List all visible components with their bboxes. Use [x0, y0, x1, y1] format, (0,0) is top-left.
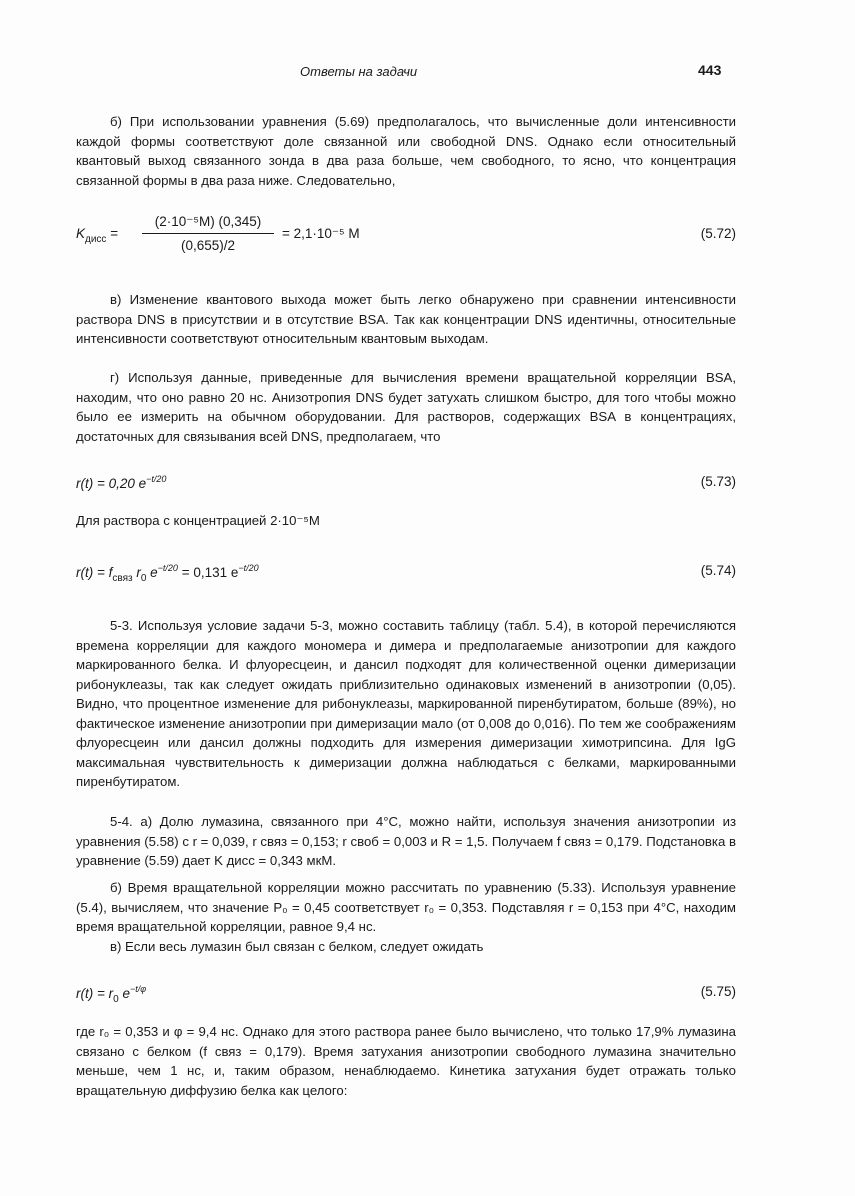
eq74-number: (5.74)	[700, 563, 736, 578]
eq72-fraction	[142, 214, 274, 253]
paragraph-where: где r₀ = 0,353 и φ = 9,4 нс. Однако для этого раствора ранее было вычислено, что только 17,9% лумазина связано с белком (f связ = 0,179). Время затухания анизотропии свободного лумазина значительно меньше, чем 1 нс, и, таким образом, ненаблюдаемо. Кинетика затухания будет отражать только вращательную диффузию белка как целого:	[76, 1024, 736, 1098]
eq72-rhs: = 2,1·10⁻⁵ M	[282, 226, 360, 241]
paragraph-v: в) Изменение квантового выхода может быть легко обнаружено при сравнении интенсивности раствора DNS в присутствии и в отсутствие BSA. Так как концентрации DNS идентичны, относительные интенсивности соответствуют относительным квантовым выходам.	[76, 292, 736, 346]
equation-5-75	[76, 980, 736, 1006]
paragraph-g: г) Используя данные, приведенные для вычисления времени вращательной корреляции BSA, находим, что оно равно 20 нс. Анизотропия DNS будет затухать слишком быстро, для того чтобы можно было ее измерить на обычном оборудовании. Для растворов, содержащих BSA в концентрациях, достаточных для связывания всей DNS, предполагаем, что	[76, 370, 736, 444]
equation-5-72	[76, 214, 736, 258]
eq72-number: (5.72)	[700, 226, 736, 241]
paragraph-5-4a: 5-4. а) Долю лумазина, связанного при 4°C, можно найти, используя значения анизотропии из уравнения (5.58) с r = 0,039, r связ = 0,153; r своб = 0,003 и R = 1,5. Получаем f связ = 0,179. Подстановка в уравнение (5.59) дает K дисс = 0,343 мкМ.	[76, 814, 736, 868]
eq72-denominator: (0,655)/2	[180, 238, 236, 253]
eq75-number: (5.75)	[700, 984, 736, 999]
paragraph-concentration: Для раствора с концентрацией 2·10⁻⁵M	[76, 513, 320, 528]
paragraph-b: б) При использовании уравнения (5.69) предполагалось, что вычисленные доли интенсивности каждой формы соответствуют доле связанной или свободной DNS. Однако если относительный квантовый выход связанного зонда в два раза больше, чем свободного, то ясно, что концентрация связанной формы в два раза ниже. Следовательно,	[76, 114, 736, 188]
eq75-lhs: $r(t) = r_0$ $e^{-t/\varphi}$	[76, 984, 147, 1005]
eq72-lhs: $K_{дисс}$ =	[76, 226, 119, 245]
eq73-lhs: r(t) = 0,20 $e^{-t/20}$	[76, 474, 167, 491]
eq72-numerator: (2·10⁻⁵M) (0,345)	[142, 214, 274, 234]
eq73-number: (5.73)	[700, 474, 736, 489]
paragraph-5-3: 5-3. Используя условие задачи 5-3, можно составить таблицу (табл. 5.4), в которой перечисляются времена корреляции для каждого мономера и димера и предполагаемые анизотропии для каждого маркированного белка. И флуоресцеин, и дансил подходят для количественной оценки димеризации рибонуклеазы, так как следует ожидать приблизительно одинаковых изменений в анизотропии (0,05). Видно, что процентное изменение для рибонуклеазы, маркированной пиренбутиратом, больше (89%), но фактическое изменение анизотропии при димеризации мало (от 0,008 до 0,016). По тем же соображениям флуоресцеин или дансил должны подходить для измерения димеризации химотрипсина. Для IgG максимальная чувствительность к димеризации должна наблюдаться с белками, маркированными пиренбутиратом.	[76, 618, 736, 789]
eq74-lhs: $r(t) = f_{связ}$ $r_0$ $e^{-t/20} = 0,131$ $e^{-t/20}$	[76, 563, 259, 584]
running-header-title: Ответы на задачи	[300, 64, 418, 79]
equation-5-73	[76, 470, 736, 496]
equation-5-74	[76, 559, 736, 585]
page-number: 443	[698, 62, 722, 78]
paragraph-5-4b: б) Время вращательной корреляции можно рассчитать по уравнению (5.33). Используя уравнение (5.4), вычисляем, что значение P₀ = 0,45 соответствует r₀ = 0,353. Подставляя r = 0,153 при 4°C, находим время вращательной корреляции, равное 9,4 нс.	[76, 880, 736, 934]
paragraph-5-4v: в) Если весь лумазин был связан с белком, следует ожидать	[110, 939, 484, 954]
